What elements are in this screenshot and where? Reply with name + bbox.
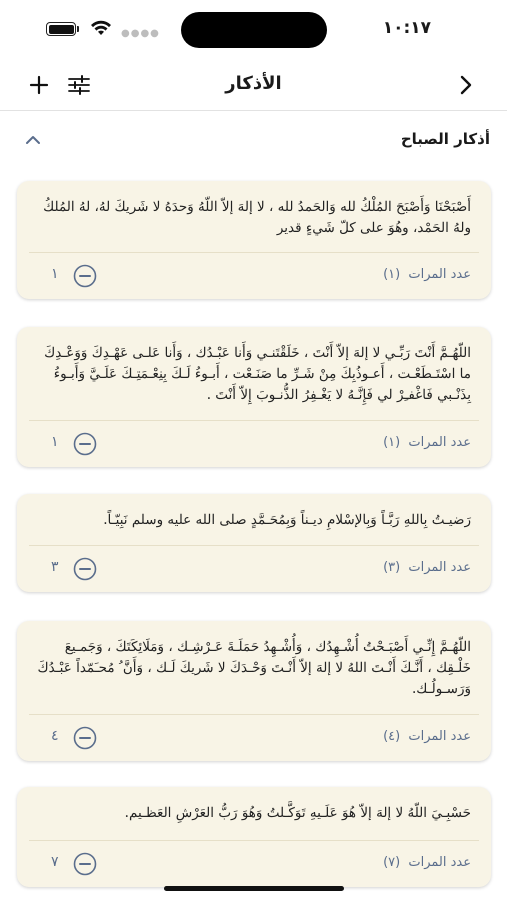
- chevron-up-icon: [25, 135, 41, 145]
- cellular-signal-icon: ●●●●: [121, 28, 160, 39]
- count-label: عدد المرات (٣): [383, 560, 471, 575]
- card-footer: [17, 715, 491, 761]
- back-button[interactable]: [451, 70, 481, 100]
- chevron-right-icon: [458, 74, 474, 96]
- decrement-button[interactable]: [73, 726, 97, 750]
- dhikr-card: [17, 787, 491, 887]
- home-indicator[interactable]: [164, 886, 344, 891]
- count-value: ٧: [51, 854, 59, 870]
- wifi-icon: [89, 18, 113, 38]
- decrement-button[interactable]: [73, 557, 97, 581]
- count-total: (١): [383, 435, 401, 450]
- card-footer: [17, 546, 491, 592]
- count-label: عدد المرات (١): [383, 267, 471, 282]
- count-label: عدد المرات (٤): [383, 729, 471, 744]
- count-value: ١: [51, 266, 59, 282]
- status-time: ١٠:١٧: [382, 18, 431, 38]
- page-title: الأذكار: [225, 73, 282, 94]
- dhikr-card: [17, 181, 491, 299]
- dhikr-text: اللّهُـمَّ أَنْتَ رَبِّـي لا إلهَ إلاّ أَنْتَ ، خَلَقْتَنـي وَأَنا عَبْـدُك ، وَأَنا عَلـى عَهْـدِكَ وَوَعْـدِكَ ما اسْتَـطَعْـت ، أَعـوذُبِكَ مِنْ شَـرِّ ما صَنَـعْت ، أَبـوءُ لَـكَ بِنِعْـمَتِـكَ عَلَـيَّ وَأَبـوءُ بِذَنْـبي فَاغْفـِرْ لي فَإِنَّـهُ لا يَغْـفِرُ الذُّنـوبَ إِلاّ أَنْتَ .: [44, 345, 471, 403]
- dhikr-text: اللّهُـمَّ إِنِّـي أَصْبَـحْتُ أُشْـهِدُك ، وَأُشْـهِدُ حَمَلَـةَ عَـرْشِـك ، وَمَلَائِكَتَكَ ، وَجَمـيعَ خَلْـقِك ، أَنَّـكَ أَنْـتَ اللهُ لا إلهَ إلاّ أَنْـتَ وَحْـدَكَ لا شَريكَ لَـك ، وَأَنَّ ُ مُحـَمّداً عَبْـدُكَ وَرَسـولُـك.: [37, 639, 471, 697]
- decrement-button[interactable]: [73, 432, 97, 456]
- count-total: (٧): [383, 855, 401, 870]
- count-total: (٤): [383, 729, 401, 744]
- card-footer: [17, 421, 491, 467]
- battery-nub: [77, 26, 79, 32]
- navigation-bar: [0, 60, 507, 111]
- dhikr-text: حَسْبِـيَ اللّهُ لا إلهَ إلاّ هُوَ عَلَـيهِ تَوَكَّـلتُ وَهُوَ رَبُّ العَرْشِ العَظـيم.: [124, 805, 471, 821]
- dhikr-card: [17, 621, 491, 761]
- count-value: ١: [51, 434, 59, 450]
- section-title: أذكار الصباح: [400, 130, 490, 148]
- count-label: عدد المرات (١): [383, 435, 471, 450]
- battery-icon: [46, 22, 76, 36]
- dhikr-text: أَصْبَحْنَا وَأَصْبَحَ المُلْكُ لله وَالحَمدُ لله ، لا إلهَ إلاّ اللّهُ وَحدَهُ لا شَريكَ لهُ، لهُ المُلكُ ولهُ الحَمْد، وهُوَ على كلّ شَيءٍ قدير: [43, 199, 471, 236]
- count-total: (٣): [383, 560, 401, 575]
- count-value: ٣: [51, 559, 59, 575]
- count-total: (١): [383, 267, 401, 282]
- dhikr-card: [17, 327, 491, 467]
- section-header[interactable]: [0, 120, 507, 160]
- dynamic-island: [181, 12, 327, 48]
- status-bar: [0, 0, 507, 58]
- dhikr-text: رَضيـتُ بِاللهِ رَبَّـاً وَبِالإسْلامِ ديـناً وَبِمُحَـمَّدٍ صلى الله عليه وسلم نَبِيّـاً.: [103, 512, 471, 528]
- count-value: ٤: [51, 728, 59, 744]
- card-footer: [17, 253, 491, 299]
- card-footer: [17, 841, 491, 887]
- decrement-button[interactable]: [73, 852, 97, 876]
- count-label: عدد المرات (٧): [383, 855, 471, 870]
- dhikr-card: [17, 494, 491, 592]
- decrement-button[interactable]: [73, 264, 97, 288]
- collapse-button[interactable]: [20, 128, 46, 152]
